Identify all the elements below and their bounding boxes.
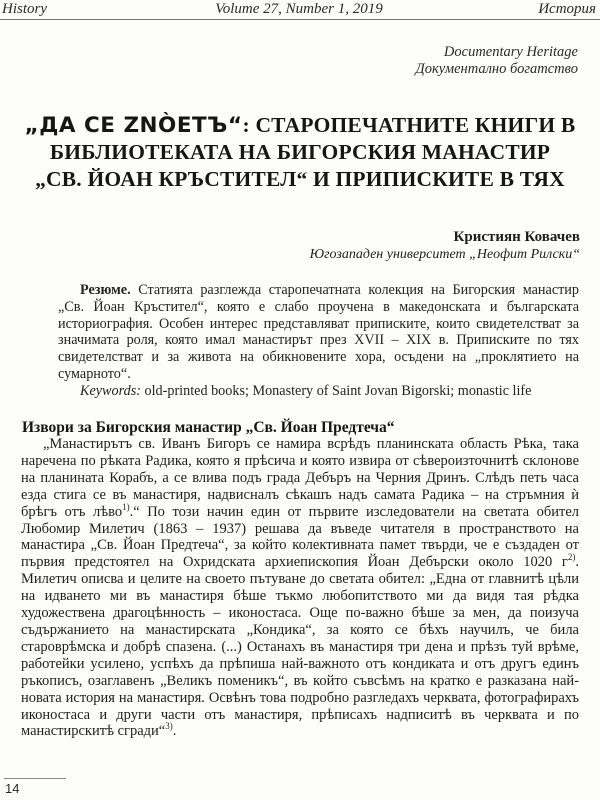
running-header-volume: Volume 27, Number 1, 2019	[215, 1, 383, 17]
abstract	[58, 282, 579, 400]
body-text-end: .	[172, 723, 177, 740]
author-name: Кристиян Ковачев	[453, 229, 580, 245]
footnote-ref-1[interactable]: 1)	[122, 501, 130, 512]
section-label	[416, 44, 579, 78]
footnote-divider	[4, 778, 66, 779]
section-label-english: Documentary Heritage	[443, 44, 578, 60]
running-header-right: История	[538, 1, 596, 17]
title-line-3: „СВ. ЙОАН КРЪСТИТЕЛ“ И ПРИПИСКИТЕ В ТЯХ	[35, 167, 565, 191]
section-label-bulgarian: Документално богатство	[415, 61, 578, 77]
body-text-part-1: „Манастирътъ св. Иванъ Бигоръ се намира всрѣдъ планинската область Рѣка, така наречена по рѣката Радика, която я прѣсича и която извира от сѣвероизточнитѣ склонове на планината Корабъ, а се влива подъ града Дебъръ на Черния Дринъ. Слѣдъ петь часа езда стига се въ манастиря, надвисналъ сѣкашъ надъ самата Радика – на стръмния ѝ брѣгъ отъ лѣво	[21, 436, 579, 520]
keywords	[58, 383, 579, 400]
keywords-list: old-printed books; Monastery of Saint Jovan Bigorski; monastic life	[140, 382, 532, 399]
running-header-left: History	[2, 1, 47, 17]
section-heading: Извори за Бигорския манастир „Св. Йоан Предтеча“	[22, 419, 395, 436]
footnote-ref-2[interactable]: 2)	[567, 552, 576, 563]
title-line-2: БИБЛИОТЕКАТА НА БИГОРСКИЯ МАНАСТИР	[49, 140, 551, 164]
abstract-text: Статията разглежда старопечатната колекция на Бигорския манастир „Св. Йоан Кръстител“, която е слабо проучена в македонската и българската историография. Особен интерес представляват приписките, които свидетелстват за значимата роля, която имал манастирът през XVII – XIX в. Приписките по тях свидетелстват и за живота на обикновените хора, осъдени на „проклятието на сумарното“.	[58, 282, 579, 382]
title-old-script: „ДА СЕ ZNÒЕТЪ“	[24, 113, 243, 138]
body-text-part-3: . Милетич описва и целите на своето пътуване до светата обител: „Една от главнитѣ цѣли на идването ми въ манастиря бѣше тъкмо любопитството ми да видя тая рѣдка художествена драгоцѣнность – иконостаса. Още по-важно бѣше за мен, да поизуча съдържанието на манастирската „Кондика“, за която се бѣхъ научилъ, че била староврѣмска и добрѣ спазена. (...) Останахъ въ манастиря три дена и прѣзъ туй врѣме, работейки усилено, успѣхъ да прѣпиша най-важното отъ кондиката и отъ другъ единъ ръкописъ, озаглавенъ „Великъ поменикъ“, въ който съвсѣмъ на кратко е разказана най-новата история на манастиря. Освѣнъ това подробно разгледахъ черквата, фотографирахъ иконостаса и други части отъ манастиря, прѣписахъ надписитѣ въ черквата и по манастирскитѣ сгради“	[21, 554, 579, 740]
title-line-1-rest: : СТАРОПЕЧАТНИТЕ КНИГИ В	[242, 113, 576, 137]
keywords-label: Keywords:	[80, 382, 141, 399]
author-affiliation: Югозападен университет „Неофит Рилски“	[309, 247, 580, 262]
footnote-ref-3[interactable]: 3)	[165, 721, 173, 732]
body-paragraph	[21, 436, 579, 740]
header-divider	[0, 19, 600, 20]
page-number: 14	[5, 781, 20, 796]
body-text	[21, 436, 579, 740]
author-block	[310, 228, 580, 263]
title-line-1	[20, 112, 580, 139]
article-title	[20, 112, 580, 193]
abstract-paragraph	[58, 282, 579, 383]
abstract-label: Резюме.	[80, 282, 131, 298]
running-header	[2, 0, 596, 20]
body-text-part-2: .“ По този начин един от първите изследователи на светата обител Любомир Милетич (1863 – 1937) решава да въведе читателя в пространството на манастира „Св. Йоан Предтеча“, за който колективната памет твърди, че е създаден от първия предстоятел на Охридската архиепископия Йоан Дебърски около 1020 г	[21, 503, 579, 571]
